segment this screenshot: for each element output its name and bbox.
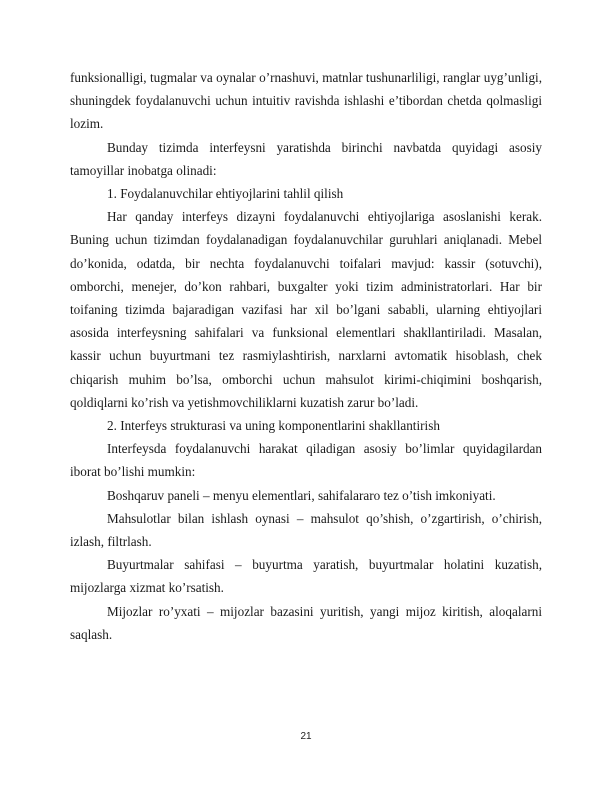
paragraph-2: Bunday tizimda interfeysni yaratishda birinchi navbatda quyidagi asosiy tamoyillar inobatga olinadi: [70,139,542,178]
list-item-orders-page: Buyurtmalar sahifasi – buyurtma yaratish, buyurtmalar holatini kuzatish, mijozlarga xizmat ko’rsatish. [70,557,542,596]
document-body [70,66,542,646]
paragraph-3: Har qanday interfeys dizayni foydalanuvchi ehtiyojlariga asoslanishi kerak. Buning uchun tizimdan foydalanadigan foydalanuvchilar guruhlari aniqlanadi. Mebel do’konida, odatda, bir nechta foydalanuvchi toifalari mavjud: kassir (sotuvchi), omborchi, menejer, do’kon rahbari, buxgalter yoki tizim administratorlari. Har bir toifaning tizimda bajaradigan vazifasi har xil bo’lgani sababli, ularning ehtiyojlari asosida interfeysning sahifalari va funksional elementlari shakllantiriladi. Masalan, kassir uchun buyurtmani tez rasmiylashtirish, narxlarni avtomatik hisoblash, chek chiqarish muhim bo’lsa, omborchi uchun mahsulot kirimi-chiqimini boshqarish, qoldiqlarni ko’rish va yetishmovchiliklarni kuzatish zarur bo’ladi. [70,209,542,410]
section-heading-1: 1. Foydalanuvchilar ehtiyojlarini tahlil qilish [107,186,344,202]
page-number: 21 [300,731,312,742]
list-item-control-panel: Boshqaruv paneli – menyu elementlari, sahifalararo tez o’tish imkoniyati. [107,487,496,503]
paragraph-1: funksionalligi, tugmalar va oynalar o’rnashuvi, matnlar tushunarliligi, ranglar uyg’unligi, shuningdek foydalanuvchi uchun intuitiv ravishda ishlashi e’tibordan chetda qolmasligi lozim. [70,70,542,132]
section-heading-2: 2. Interfeys strukturasi va uning komponentlarini shakllantirish [107,418,440,434]
paragraph-4: Interfeysda foydalanuvchi harakat qiladigan asosiy bo’limlar quyidagilardan iborat bo’lishi mumkin: [70,441,542,480]
list-item-customers-list: Mijozlar ro’yxati – mijozlar bazasini yuritish, yangi mijoz kiritish, aloqalarni saqlash. [70,603,542,642]
list-item-products-window: Mahsulotlar bilan ishlash oynasi – mahsulot qo’shish, o’zgartirish, o’chirish, izlash, filtrlash. [70,510,542,550]
